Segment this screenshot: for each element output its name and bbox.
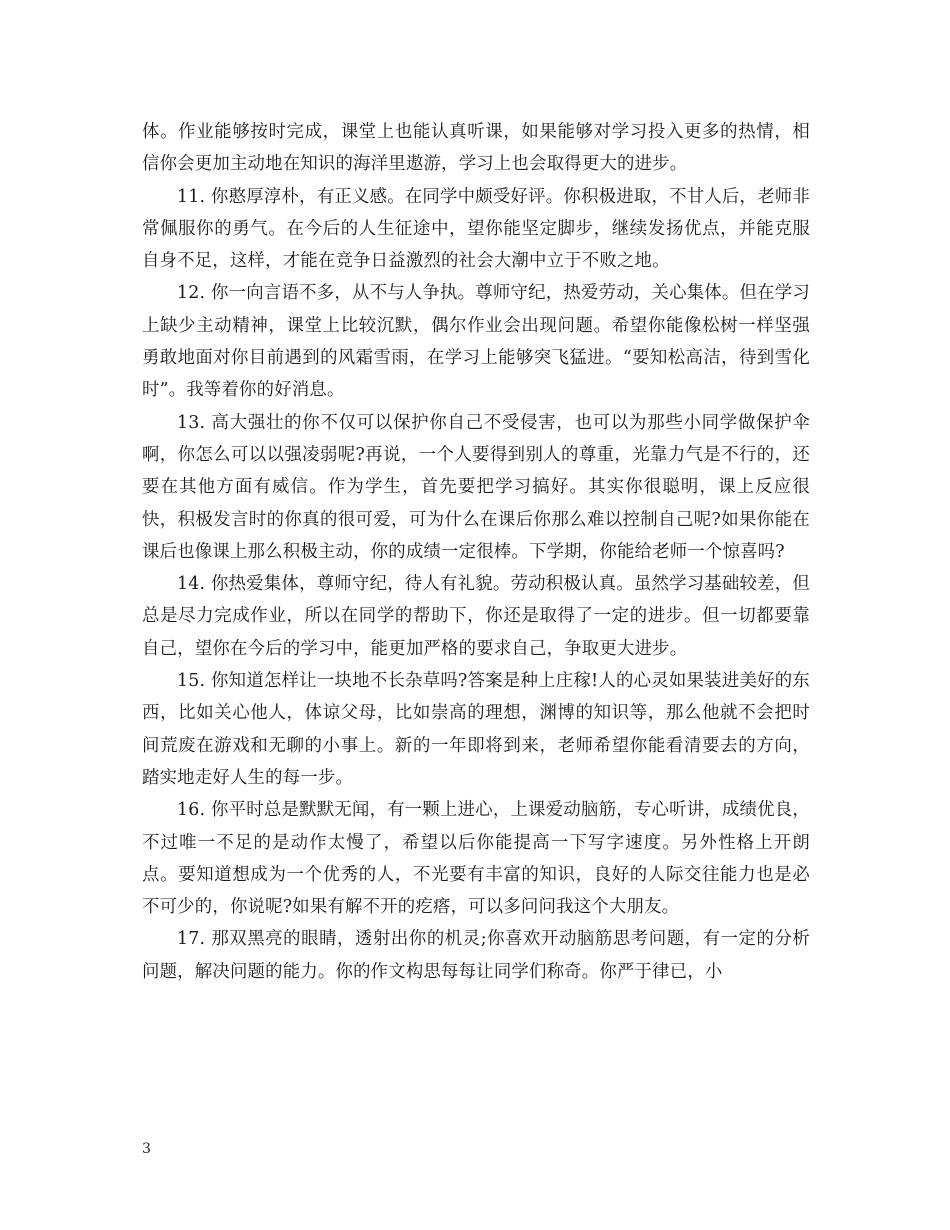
paragraph-comment-16: 16. 你平时总是默默无闻，有一颗上进心，上课爱动脑筋，专心听讲，成绩优良，不过唯一不足的是动作太慢了，希望以后你能提高一下写字速度。另外性格上开朗点。要知道想成为一个优秀的人，不光要有丰富的知识，良好的人际交往能力也是必不可少的，你说呢?如果有解不开的疙瘩，可以多问问我这个大朋友。 [142,800,810,918]
document-body [142,116,810,988]
paragraph-comment-13: 13. 高大强壮的你不仅可以保护你自己不受侵害，也可以为那些小同学做保护伞啊，你怎么可以以强凌弱呢?再说，一个人要得到别人的尊重，光靠力气是不行的，还要在其他方面有威信。作为学生，首先要把学习搞好。其实你很聪明，课上反应很快，积极发言时的你真的很可爱，可为什么在课后你那么难以控制自己呢?如果你能在课后也像课上那么积极主动，你的成绩一定很棒。下学期，你能给老师一个惊喜吗? [142,412,810,562]
page-number: 3 [142,1141,151,1157]
paragraph-comment-17: 17. 那双黑亮的眼睛，透射出你的机灵;你喜欢开动脑筋思考问题，有一定的分析问题，解决问题的能力。你的作文构思每每让同学们称奇。你严于律已，小 [142,929,810,982]
paragraph-comment-15: 15. 你知道怎样让一块地不长杂草吗?答案是种上庄稼!人的心灵如果装进美好的东西，比如关心他人，体谅父母，比如崇高的理想，渊博的知识等，那么他就不会把时间荒废在游戏和无聊的小事上。新的一年即将到来，老师希望你能看清要去的方向，踏实地走好人生的每一步。 [142,671,810,788]
paragraph-comment-11: 11. 你憨厚淳朴，有正义感。在同学中颇受好评。你积极进取，不甘人后，老师非常佩服你的勇气。在今后的人生征途中，望你能坚定脚步，继续发扬优点，并能克服自身不足，这样，才能在竞争日益激烈的社会大潮中立于不败之地。 [142,186,810,272]
paragraph-comment-12: 12. 你一向言语不多，从不与人争执。尊师守纪，热爱劳动，关心集体。但在学习上缺少主动精神，课堂上比较沉默，偶尔作业会出现问题。希望你能像松树一样坚强勇敢地面对你目前遇到的风霜雪雨，在学习上能够突飞猛进。“要知松高洁，待到雪化时”。我等着你的好消息。 [142,283,810,401]
paragraph-comment-14: 14. 你热爱集体，尊师守纪，待人有礼貌。劳动积极认真。虽然学习基础较差，但总是尽力完成作业，所以在同学的帮助下，你还是取得了一定的进步。但一切都要靠自己，望你在今后的学习中，能更加严格的要求自己，争取更大进步。 [142,574,810,659]
paragraph-continuation: 体。作业能够按时完成，课堂上也能认真听课，如果能够对学习投入更多的热情，相信你会更加主动地在知识的海洋里遨游，学习上也会取得更大的进步。 [142,122,810,175]
